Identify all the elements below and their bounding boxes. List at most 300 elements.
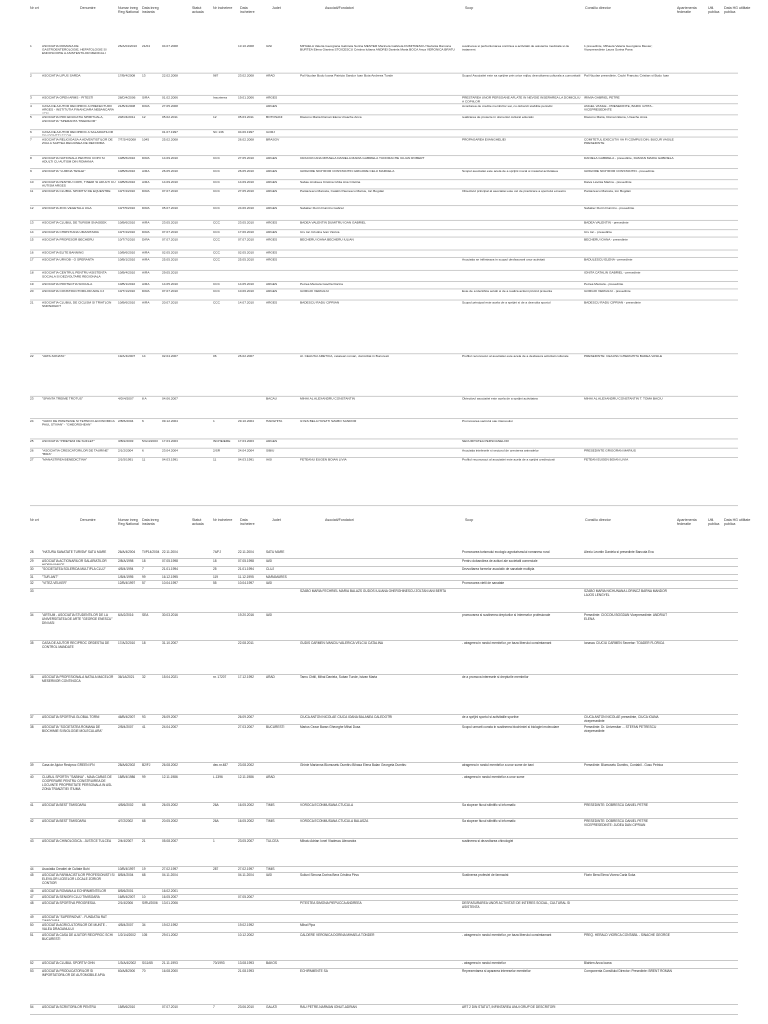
table-row [0,397,768,417]
cell-denumire: "ARIS-SONATA" [42,354,66,358]
cell-data-incheiere: 22.08.2011 [238,641,254,645]
cell-scop: PROPAGAREA EVANGHELIEI [462,137,506,142]
cell-data-incheiere: 26.05.2010 [238,169,254,173]
cell-denumire: ASOCIATIA CLUBUL SPORTIV DE EQUESTRE [42,189,111,194]
cell-nr: 31 [30,575,34,579]
cell-nr-incheiere: CCC [213,230,220,234]
header-apartenenta: Apartenenta federatie [677,518,697,527]
cell-nr-inreg: 1/B/4/1995 [118,575,134,579]
cell-consiliu: Presedinte: Blumusetu Dumitru, Contabil - Gusu Petrica [584,763,663,767]
cell-judet: ARGES [266,289,278,294]
cell-asociati: Mihai Pipa [300,923,315,927]
cell-asociati: FETEANU EUGEN BOIAN LIVIA [300,457,347,462]
cell-statut: 02.04.2007 [162,354,178,358]
table-row [0,44,768,72]
cell-consiliu: PRESEDINTE: CEAUSU GHERGHITA BADEA VASILE [584,354,663,358]
table-row [0,458,768,504]
cell-scop: DESFASURAREA UNOR ACTIVITATI DE INTERES SOCIAL, CULTURAL SI ASISTENTA [462,901,571,909]
cell-judet: ARGES [266,220,278,225]
cell-nr-incheiere: 26A [213,803,219,807]
cell-nr: 21 [30,300,34,305]
cell-nr-incheiere: 11 [213,457,217,462]
cell-nr-inreg: 2/B/4/2007 [118,725,134,729]
cell-consiliu: PRESEDINTE: DOBRESCU DANIEL PETRE VICEPRESEDINTE: JUDEA DAN CIPRIAN [584,819,648,827]
cell-data-incheiere: 16.05.2002 [238,803,254,807]
cell-nr-incheiere: 25 [213,567,217,571]
cell-data-incheiere: 23.08.2002 [238,763,254,767]
cell-asociati: Petrea Marcela Gavrila Dorina [300,281,343,286]
cell-asociati: GUDIS CARMEN IVANCIU VALERICA VELCIU CATALINA [300,641,384,645]
table-row [0,613,768,639]
cell-scop: Dezvoltarea formelor asociativ de sanatate multipla [462,567,535,571]
header-asociati: Asociati/Fondatori [325,6,354,10]
table-row [0,104,768,113]
cell-consiliu: MIHAI AL ALEXANDRU CONSTANTIN T. TOMA BACIU [584,396,663,401]
cell-data-inreg: D/RA [142,237,150,242]
cell-denumire: ASOCIATIA SPORTIVA PROGRESUL [42,901,97,905]
cell-data-inreg: 21/04 [142,44,150,48]
cell-nr-inreg: 10/B/6/2010 [118,250,136,255]
cell-nr: 33 [30,589,34,593]
cell-nr: 38 [30,725,34,729]
cell-data-inreg: A/RA [142,169,150,173]
cell-consiliu: ANGEL VASILE - PRESEDINTE, BARIC GHITA - VICEPRESEDINTE [584,104,654,112]
cell-judet: ARGES [266,206,278,210]
cell-scop: Scopul principal este acela de a sprijini si de a dezvolta sportul [462,300,551,305]
cell-denumire: ASOCIATIA CONSTRUCTORILOR ARG.CJ [42,289,105,294]
cell-data-incheiere: 27.05.2010 [238,156,254,160]
cell-data-inreg: 70 [142,969,146,973]
cell-asociati: Pal Nicolae Bodo Ioana Patricia Sandor Ioan Bota Andreea Tunde [300,73,394,78]
cell-nr-inreg: 4/B/6/2002 [118,803,134,807]
cell-scop: Asociatia intelesele si sectorul de cresterea animalelor [462,448,539,453]
table-row [0,839,768,865]
cell-denumire: ASOCIATIA PENTRU COPII, TINERI SI ADULTI CU AUTISM ARGES [42,180,116,188]
cell-judet: ARGES [266,300,278,305]
cell-scop: Profilul recunoscut al asociatiei este acela de a sprijini credinciosii [462,457,555,462]
table-row [0,301,768,353]
cell-data-incheiere: 26.02.2007 [238,354,254,358]
cell-statut: 12.11.1986 [162,775,178,779]
cell-denumire: "SFANTA TREIME TROTUS" [42,396,84,401]
cell-scop: ART 2 DIN STATUT, INFIINTAREA UNUI GRUP DE DESCRITORI [462,1005,556,1009]
cell-statut: 23.04.2004 [162,448,178,453]
cell-consiliu: Blahien Anca Ioana [584,961,612,965]
header-nr-incheiere: Nr incheiere [213,518,233,522]
cell-consiliu: GRIGORE NICHIFOR CONSTANTIN - presedinte [584,169,655,173]
cell-nr-inreg: 10/T/5/2010 [118,206,136,210]
cell-data-incheiere: 27.02.1997 [238,867,254,871]
cell-judet: SIBIU [266,448,275,453]
cell-statut: 21.11.1993 [162,961,178,965]
cell-data-inreg: 5/G/4/2003 [142,439,158,444]
cell-judet: GORJ [266,130,275,134]
cell-nr-inreg: 15/B/6/2010 [118,1005,136,1009]
header-nr: Nr crt [30,6,39,10]
cell-nr-incheiere: 18 [213,559,217,563]
cell-statut: 05.07.2010 [162,206,178,210]
cell-nr-inreg: 17/A/2/2010 [118,641,136,645]
cell-denumire: "VITEZ-VELKER" [42,581,67,585]
cell-nr-inreg: 10/B/1/2010 [118,281,136,286]
cell-denumire: ASOCIATIA ZOO-VEGETALA UGA [42,206,92,210]
cell-nr: 20 [30,289,34,294]
cell-denumire: "SOCIETATEA SOLERIDA MULTIPLA CLUJ" [42,567,106,571]
table-row [0,559,768,565]
cell-scop: Obiectivul asociatiei este acela de a sprijini activitatea [462,396,538,401]
cell-data-inreg: 13 [142,73,146,78]
cell-statut: 31.10.2007 [162,641,178,645]
table-row [0,138,768,155]
cell-nr-inreg: 4/B/4/2007 [118,923,134,927]
cell-denumire: CASA DE AJUTOR RECIPROC A PREFECTURII ARGES - INSTITUTIA FINANCIARA NEBANCARA [42,104,114,112]
cell-scop: Promovarea vietii de sanatate [462,581,505,585]
cell-nr-incheiere: nr. 17207 [213,675,227,679]
cell-nr-incheiere: CCC [213,220,220,225]
cell-statut: 25.02.2008 [162,137,178,142]
cell-nr: 32 [30,581,34,585]
cell-nr-incheiere: CCC [213,180,220,184]
cell-scop: Scopul urmarit consta in sustinerea biochimiei si biologiei moleculare [462,725,560,729]
cell-asociati: CALDERE VERONICA DORINA MIHAELA TONDER [300,933,375,937]
cell-statut: 04.11.2004 [162,873,178,877]
cell-judet: MARAMURES [266,575,287,579]
cell-nr: 35 [30,641,34,645]
cell-statut: 14.09.2010 [162,156,178,160]
cell-nr: 29 [30,559,34,563]
cell-statut: 21.01.1994 [162,567,178,571]
cell-data-inreg: 18 [142,559,146,563]
table-row [0,867,768,871]
cell-nr-inreg: 4/7/2/2002 [118,819,134,823]
cell-asociati: RAU PETRE-NARMAN IONUT-ADRIAN [300,1005,357,1009]
cell-denumire: "HATURA SANATATE TURISM" SATU MARE [42,550,107,554]
cell-consiliu: Presedinte: CIOCOIU BOGDAN Vicepresedinte: ANDRIUT ELENA [584,613,667,621]
cell-data-inreg: 6 [142,448,144,453]
cell-statut: 15.04.2021 [162,675,178,679]
cell-consiliu: Pantazescu Marcela, Ion Bogdan [584,189,631,194]
cell-nr: 2 [30,73,32,78]
table-row [0,354,768,395]
cell-consiliu: Pal Nicolae presedinte, Csobi Francisc Cristian si Bodo Ioan [584,73,670,78]
cell-nr-inreg: 2/1/4/2006 [118,901,134,905]
cell-data-inreg: 105 [142,933,148,937]
cell-asociati: CRACIUN ANA MIHAELA DANIELA MARIA GABRIELA TUDORACHE IULIAN ROBERT [300,156,425,160]
cell-nr-inreg: 6/A/2/2016 [118,613,134,617]
cell-statut: 07.07.2010 [162,237,178,242]
cell-data-incheiere: 25.05.2010 [238,257,254,262]
cell-denumire: ASOCIATIA PRODUCATORILOR SI IMPORTATORILOR DE AUTOMOBILE APIA [42,969,105,977]
cell-data-incheiere: 02.05.2010 [238,250,254,255]
cell-judet: TIMIS [266,819,275,823]
cell-data-incheiere: 19.01.2006 [238,95,254,100]
cell-scop: - atragerea in randul membrilor a unor sume [462,775,525,779]
table-row [0,419,768,438]
cell-judet: IASI [266,559,273,563]
cell-judet: BUCURESTI [266,725,285,729]
cell-judet: ARGES [266,180,278,184]
table-header [0,518,768,532]
cell-data-inreg: D/RA [142,189,150,194]
cell-data-incheiere: 27.03.2007 [238,725,254,729]
cell-nr-inreg: 2/8/A/1998 [118,559,134,563]
cell-nr-inreg: 10/B/1/2010 [118,257,136,262]
cell-statut: 26.05.2010 [162,169,178,173]
table-row [0,589,768,611]
cell-nr-inreg: 10/T/4/2010 [118,189,136,194]
cell-data-inreg: 68 [142,873,146,877]
cell-judet: CLUJ [266,567,274,571]
cell-denumire: ASOCIATIA BEST TIMISOARA [42,803,87,807]
cell-data-inreg: 93 [142,715,146,719]
cell-denumire: ASOCIATIA ELITE BANNING [42,250,84,255]
cell-data-inreg: 1045 [142,137,150,142]
table-row [0,763,768,773]
cell-denumire: ASOCIATIA "PRIETENI DE SUFLET" [42,439,95,444]
cell-nr-inreg: 10/T/7/2010 [118,237,136,242]
cell-data-incheiere: 21.08.1993 [238,969,254,973]
cell-asociati: Diaconu Maria Roman Elena Ursache Anca [300,115,362,120]
table-row [0,180,768,187]
cell-statut: 29.01.2002 [162,933,178,937]
header-consiliu: Consiliu director [585,518,611,522]
cell-denumire: ASOCIATIA CENTRUL PENTRU ASISTENTA SOCIALA SI DEZVOLTARE REGIONALA [42,270,107,279]
cell-data-inreg: B2/FJ [142,763,151,767]
cell-asociati: BADEA VALENTIN DUMITRU IOAN GABRIEL [300,220,366,225]
cell-asociati: CIUCA ANTON NICOLAE CIUCA IOANA BALANEA CALEDOTRI [300,715,393,719]
cell-nr-incheiere: 287 [213,867,219,871]
cell-asociati: Al. CEAUSU ARETICA, cetatean roman, domiciliat in Bucuresti [300,354,389,358]
cell-data-incheiere: 14.05.2010 [238,281,254,286]
cell-denumire: Asociatia Creatiei de Cultate Buhi [42,867,90,871]
header-denumire: Denumire [80,6,96,10]
cell-statut: 27.05.2008 [162,104,178,108]
cell-statut: 26.05.2002 [162,803,178,807]
cell-asociati: Sabalier Florin Dumitru Gabriel [300,206,344,210]
cell-asociati: MIHAELA Valeria Georgiana Gabriela Sorina MESTER Marinela Gabriela DUMITRESCU Stefania Ramona BURTEA Elena Gianina STOICESCU Cristina Iuliana ANDREI Daniela Maria BOCA Anca VERONICA BRATU [300,44,455,52]
cell-statut: 14.09.2010 [162,180,178,184]
cell-nr: 26 [30,448,34,453]
cell-statut: 16.02.2001 [162,889,178,893]
cell-data-inreg: 34 [142,923,146,927]
header-statut: Statut actuala [192,6,204,15]
cell-data-inreg: 19 [142,867,146,871]
cell-denumire: ASOCIATIA NATIONALA PENTRU COPII SI ADULTI CU AUTISM DIN ROMANIA [42,156,105,164]
table-row [0,258,768,269]
table-row [0,575,768,579]
cell-judet: TIMIS [266,803,275,807]
cell-judet: HARGHITA [266,419,283,423]
cell-judet: ARAD [266,775,275,779]
cell-nr-incheiere: SC 136 [213,130,224,134]
cell-nr-incheiere: CCC [213,189,220,194]
cell-consiliu: IONITA CATALIN GABRIEL - presedinte [584,270,641,275]
cell-denumire: ASOCIATIA ROMANA A ECHIPAMENTELOR [42,889,107,893]
cell-judet: SATU MARE [266,550,285,554]
cell-data-inreg: A/RA [142,220,150,225]
cell-nr: 19 [30,281,34,286]
table-row [0,282,768,288]
cell-statut: 22.11.2004 [162,550,178,554]
cell-consiliu: Ionascu CIUCIU CARMEN Secretar: TOADER FLORICA [584,641,665,645]
table-row [0,775,768,801]
cell-denumire: ASOCIATIA PROFESIONALA NATIA A MACELOR MESERIIlOR CONTINOCA [42,675,114,683]
cell-statut: 27.02.1997 [162,867,178,871]
cell-data-inreg: 41 [142,725,146,729]
cell-consiliu: PRESEDINTE GRIGORAN MARIUS [584,448,636,453]
cell-nr-inreg: 2/B/6/2004 [118,419,134,423]
cell-nr-incheiere: 1 [213,839,215,843]
table-row [0,230,768,236]
table-row [0,271,768,280]
cell-statut: 07.07.2010 [162,189,178,194]
cell-judet: IASI [266,613,273,617]
header-nr: Nr crt [30,518,39,522]
cell-statut: 26.09.2007 [162,715,178,719]
cell-asociati: GRIGORE NICHIFOR CONSTANTIN GRIGORE CELU MARCELA [300,169,395,173]
table-row [0,439,768,446]
cell-data-inreg: A/RA [142,250,150,255]
cell-data-incheiere: 07.07.2010 [238,237,254,242]
table-row [0,873,768,887]
cell-scop: Acordarea de credite membrilor sai, cu dobanzi stabilite periodic [462,104,553,108]
cell-consiliu: SZABO MARIA NICHUNANA LORINCZ BARNA MANDOR LAJOS LENGYEL [584,589,667,597]
cell-consiliu: FETEAN EUGEN BOIAN LIVIA [584,457,629,462]
cell-denumire: CLUBUL SPORTIV "SABINA" - MAIA CARAS DE COOPERARE PENTRU CONSTRUIREA DE LOCUINTE PROPRIETATE PERSONALA IN ASL ZONA TRANZITIEI ITIUMA [42,775,112,791]
cell-data-inreg: SEA [142,613,149,617]
cell-data-inreg: 68 [142,803,146,807]
table-row [0,675,768,713]
cell-statut: 14.05.2010 [162,281,178,286]
cell-data-inreg: A/RA [142,257,150,262]
cell-data-inreg: 57 [142,581,146,585]
cell-denumire: "VADO DE PRIETENIE SI TEHNICO-ECONOMICA PAUL STIVAN" - "GHEORGHEAN" [42,419,115,427]
cell-scop: Sa stopeze fluxul stiintific si informatic [462,803,516,807]
cell-data-incheiere: 04.06.1997 [238,130,254,134]
cell-denumire: ASOCIATIA RELIGIOASA A ADVENTISTILOR DE ZIUA A SAPTEA REGIUNEA DE REFORMA [42,137,113,145]
cell-nr: 37 [30,715,34,719]
cell-data-incheiere: 13.10.2008 [238,44,254,48]
cell-denumire: ASOCIATIA "SUPERNOVA" - FUNDATIA RAT TIMISOARA [42,915,107,921]
header-data-incheiere: Data incheiere [240,518,255,527]
cell-scop: Obiectivul principal al asociatiei este cel de practicare a sportului ecvestru [462,189,566,194]
table-row [0,819,768,837]
header-asociati: Asociati/Fondatori [325,518,354,522]
cell-nr-incheiere: dec.nr.487 [213,763,228,767]
cell-nr: 8 [30,156,32,160]
cell-nr-inreg: 10/B/6/2010 [118,180,136,184]
cell-data-incheiere: 19.02.1992 [238,923,254,927]
cell-consiliu: BECHERU IOANA - presedinte [584,237,628,242]
cell-denumire: ASOCIATIA SCRIITORILOR PENTRU [42,1005,97,1009]
cell-nr-inreg: 10/B/4/1997 [118,867,136,871]
cell-denumire: ASOCIATIA LIPUS SARDA [42,73,81,78]
cell-nr: 28 [30,550,34,554]
cell-nr-inreg: 16/B/4/2007 [118,895,136,899]
table-row [0,449,768,456]
cell-asociati: Pantazescu Marcela, Catalin Paunescu Marius, Ion Bogdan [300,189,385,194]
cell-scop: Pentru dobandirea de actiuni ale societatii comerciale [462,559,538,563]
cell-nr: 12 [30,206,34,210]
cell-denumire: "ARTIUM - ASOCIATIA STUDENTILOR DE LA UNIVERSITATEA DE ARTE "GEORGE ENESCU" DIN IASI [42,613,113,625]
cell-data-inreg: 7 [142,567,144,571]
cell-nr: 10 [30,180,34,184]
cell-consiliu: Diaconu Maria, Roman Elena, Ursache Anca [584,115,648,120]
cell-statut: 07.05.1998 [162,559,178,563]
cell-nr-incheiere: CCC [213,281,220,286]
cell-data-inreg: 99 [142,775,146,779]
cell-statut: 17.03.2003 [162,439,178,444]
cell-data-incheiere: 24.06.2010 [238,206,254,210]
cell-statut: 02.05.2010 [162,250,178,255]
cell-nr: 41 [30,803,34,807]
cell-nr-inreg: 17/B/4/2008 [118,73,136,78]
cell-data-incheiere: 04.11.2004 [238,873,254,877]
cell-data-incheiere: 21.01.1994 [238,567,254,571]
cell-nr: 1 [30,44,32,48]
cell-asociati: Urs Ion Cristina Ivan Viorica [300,230,340,234]
cell-statut: 24.04.2007 [162,725,178,729]
header-scop: Scop [465,518,474,522]
cell-judet: ARGES [266,281,278,286]
cell-judet: ARGES [266,104,278,108]
cell-nr: 49 [30,915,34,919]
cell-nr-inreg: 10/B/6/2010 [118,220,136,225]
cell-nr: 51 [30,933,34,937]
cell-nr: 17 [30,257,34,262]
cell-nr: 52 [30,961,34,965]
cell-asociati: MIHAI AL ALEXANDRU CONSTANTIN [300,396,355,401]
cell-nr-incheiere: CCC [213,169,220,173]
cell-statut: 04.06.2007 [162,396,178,401]
cell-scop: - atragerea in randul membrilor [462,961,506,965]
cell-consiliu: 1 presedinte, Mihaela Valeria Georgiana Mester; Vicepresedinte Laura Sorina Pana [584,44,653,52]
cell-nr-incheiere: CCC [213,156,220,160]
cell-data-incheiere: 23.05.2007 [238,839,254,843]
cell-consiliu: IRIMIA GABRIEL PETRE [584,95,620,100]
cell-denumire: ASOCIATIA ACTIONARILOR SALARIATILOR HIDRAVIANICE [42,559,107,565]
cell-consiliu: Urs Ion - presedinte [584,230,612,234]
cell-data-inreg: 6 [142,419,144,423]
cell-data-inreg: 10 [142,895,146,899]
cell-consiliu: Daiva Lavinia Marina - presedinte [584,180,632,184]
cell-denumire: Casa de Ajutor Reciproc GREEN IFN [42,763,95,767]
cell-data-incheiere: 16.05.2002 [238,819,254,823]
cell-nr-inreg: 4/D/4/2007 [118,396,134,401]
cell-nr-incheiere: 70/1993 [213,961,225,965]
cell-statut: 10.04.1997 [162,581,178,585]
cell-data-inreg: 14 [142,354,146,358]
cell-statut: 04.07.2008 [162,44,178,48]
table-row [0,933,768,959]
header-nr-inreg: Numar inreg Reg National [118,6,139,15]
cell-nr: 16 [30,250,34,255]
cell-consiliu: Florin Bera Elena Viorea Carla Soka [584,873,636,877]
cell-nr: 53 [30,969,34,973]
cell-nr: 44 [30,867,34,871]
cell-data-incheiere: 10.06.2010 [238,289,254,294]
cell-nr-inreg: 60/A/8/2000 [118,969,136,973]
cell-data-incheiere: 17.06.2010 [238,230,254,234]
cell-judet: IASI [266,44,273,48]
cell-data-inreg: 68 [142,819,146,823]
cell-scop: Asociatia se infiinteaza in scopul desfasurarii unor activitati [462,257,545,262]
header-denumire: Denumire [80,518,96,522]
cell-nr-inreg: 28/D/4/2006 [118,95,136,100]
cell-nr: 24 [30,419,34,423]
cell-judet: IASI [266,873,273,877]
cell-denumire: ASOCIATIA CHINOLOGICA - JUSTICE TULCEA [42,839,112,843]
